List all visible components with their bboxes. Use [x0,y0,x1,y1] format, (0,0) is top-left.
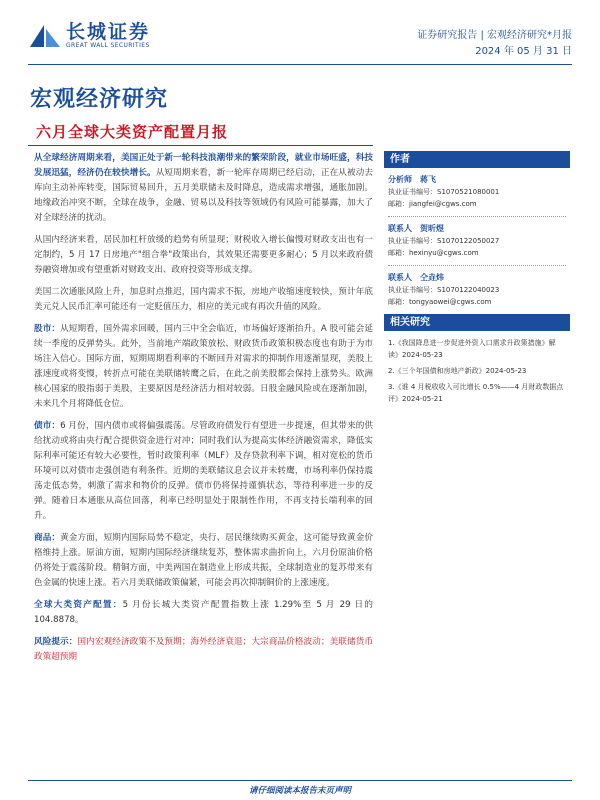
paragraph-lead: 债市： [34,421,61,431]
author-entry [388,223,566,259]
author-separator [388,265,566,266]
paragraph-text: 5 月份长城大类资产配置指数上涨 1.29%至 5 月 29 日的 104.8878。 [34,600,373,625]
paragraph-bonds [34,419,373,524]
author-separator [388,216,566,217]
title-divider [28,145,373,146]
research-list [384,331,570,405]
author-license: 执业证书编号：S1070122040023 [388,286,500,294]
paragraph-lead: 从全球经济周期来看，美国正处于新一轮科技浪潮带来的繁荣阶段，就业市场旺盛，科技发展迅猛，经济仍在较快增长。 [34,153,373,178]
disclaimer-notice: 请仔细阅读本报告末页声明 [248,786,351,796]
footer-divider [28,780,572,781]
author-email[interactable]: 邮箱：jiangfei@cgws.com [388,200,477,208]
brand-name-cn: 长城证券 [66,21,151,43]
header-divider [28,64,572,65]
main-content [34,151,373,672]
brand-sail-icon [28,23,62,49]
report-category: 证券研究报告 | 宏观经济研究*月报 [417,30,572,41]
author-name: 贺昕煜 [420,224,444,233]
author-name: 仝垚炜 [420,273,444,282]
paragraph-allocation [34,598,373,628]
author-role: 联系人 [388,273,412,282]
paragraph-fx: 美国二次通胀风险上升，加息时点推迟，国内需求不振，房地产收缩速度较快，预计年底美元兑人民币汇率可能还有一定贬值压力，相应的美元或有再次升值的风险。 [34,287,373,312]
paragraph-commodities [34,531,373,591]
paragraph-lead: 股市： [34,324,61,334]
paragraph-text: 从短周期来看，新一轮库存周期已经启动，正在从被动去库向主动补库转变，国际贸易回升，五月美联储未及时降息，造成需求增强，通胀加剧。地缘政治冲突不断，全球在战争，金融、贸易以及科技等领域仍有风险可能暴露，加大了对全球经济的扰动。 [34,168,373,223]
research-item[interactable]: 2.《三个年国债和房地产新政》2024-05-23 [388,367,527,375]
paragraph-lead: 商品： [34,533,61,543]
research-item[interactable]: 1.《我国降息进一步促进外资入口需求升政策措施》解读》2024-05-23 [388,339,556,359]
brand-name-en: GREAT WALL SECURITIES [66,42,150,49]
author-email[interactable]: 邮箱：tongyaowei@cgws.com [388,298,492,306]
author-role: 分析师 [388,175,412,184]
author-license: 执业证书编号：S1070521080001 [388,188,500,196]
author-name: 蒋飞 [420,175,436,184]
report-date: 2024 年 05 月 31 日 [475,46,572,57]
paragraph-lead: 全球大类资产配置： [34,600,123,610]
paragraph-risk [34,635,373,665]
paragraph-lead: 风险提示： [34,637,78,647]
author-entry [388,174,566,210]
author-role: 联系人 [388,224,412,233]
document-type: 宏观经济研究 [30,87,169,112]
brand-logo [28,22,150,50]
author-entry [388,272,566,308]
document-title: 六月全球大类资产配置月报 [36,123,229,141]
sidebar [384,151,570,409]
paragraph-text: 6 月份，国内债市或将偏强震荡。尽管政府债发行有望进一步提速，但其带来的供给扰动或将由央行配合提供资金进行对冲；同时我们认为提高实体经济融资需求，降低实际利率可能还有较大必要性，暂时政策利率（MLF）及存贷款利率下调，相对宽松的货币环境可以对债市走强创造有利条件。近期的美联储议息会议并未转鹰，市场利率仍保持震荡走低态势，刺激了需求和物价的反弹。债市仍将保持谨慎状态，等待利率进一步的反弹。随着日本通胀从高位回落，利率已经明显处于限制性作用，不再支持长端利率的回升。 [34,421,373,521]
report-meta [417,28,572,60]
paragraph-domestic: 从国内经济来看，居民加杠杆放缓的趋势有所显现；财税收入增长偏慢对财政支出也有一定制约，5 月 17 日房地产"组合拳"政策出台，其效果还需要更多耐心；5 月以来政府债券融资增加或有望重新对财政支出、政府投资等形成支撑。 [34,235,373,275]
author-email[interactable]: 邮箱：hexinyu@cgws.com [388,249,479,257]
author-license: 执业证书编号：S1070122050027 [388,237,500,245]
paragraph-text: 从短期看，国外需求回暖，国内三中全会临近，市场偏好逐渐抬升。A 股可能会延续一季度的反弹势头。此外，当前地产端政策放松、财政货币政策积极态度也有助于为市场注入信心。国际方面，短期周期看利率的不断回升对需求的抑制作用逐渐显现，美股上涨速度或将变慢，转折点可能在美联储转鹰之后，在此之前美股都会保持上涨势头。欧洲核心国家的股指弱于美股，主要原因是经济活力相对较弱。日股金融风险或在逐渐加剧，未来几个月将降低仓位。 [34,324,373,409]
authors-heading: 作者 [384,151,570,168]
research-heading: 相关研究 [384,314,570,331]
authors-list [384,168,570,308]
research-item[interactable]: 3.《谁 4 月税收收入可比增长 0.5%——4 月财政数据点评》2024-05-21 [388,383,564,403]
paragraph-stocks [34,322,373,412]
paragraph-global-cycle [34,151,373,226]
paragraph-text: 黄金方面，短期内国际局势不稳定，央行、居民继续购买黄金，这可能导致黄金价格维持上涨。原油方面，短期内国际经济继续复苏，整体需求曲折向上，六月份原油价格仍将处于震荡阶段。精铜方面，中美两国在制造业上形成共振，全球制造业的复苏带来有色金属的快速上涨。若六月美联储政策偏紧，可能会再次抑制铜价的上涨速度。 [34,533,373,588]
risk-text: 国内宏观经济政策不及预期；海外经济衰退；大宗商品价格波动；美联储货币政策超预期 [34,637,373,662]
